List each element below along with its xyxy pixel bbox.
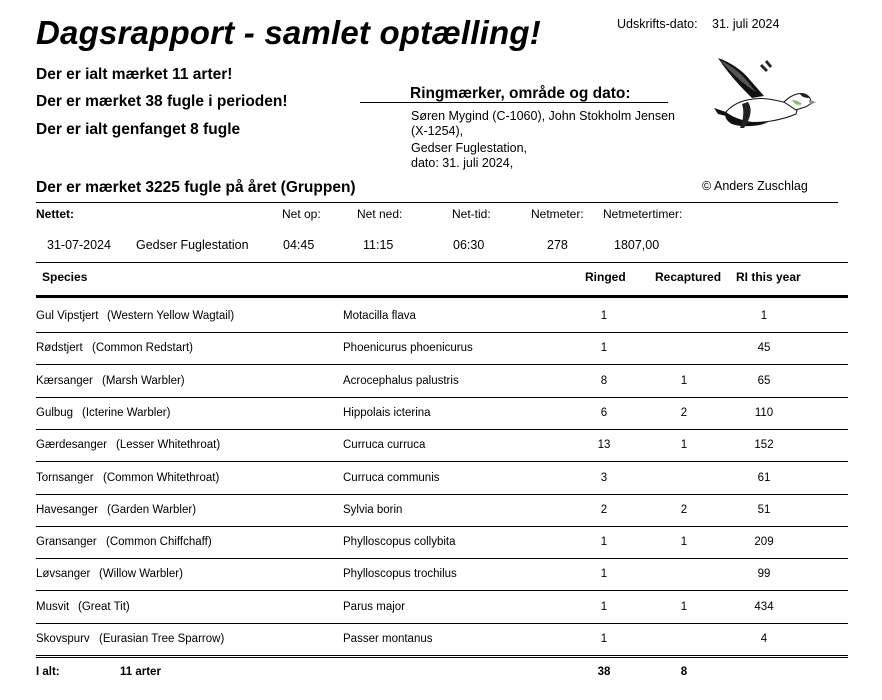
species-english: (Garden Warbler) [107,503,197,516]
recaptured-count: 2 [680,503,688,516]
copyright: © Anders Zuschlag [702,179,808,193]
year-count: 99 [757,568,771,581]
recaptured-count: 1 [680,439,688,452]
species-danish: Kærsanger [36,374,93,387]
table-row [36,333,848,365]
total-label: I alt: [36,666,60,678]
table-row [36,559,848,591]
table-row [36,592,848,624]
ringed-count: 13 [597,439,611,452]
species-danish: Gærdesanger [36,439,107,452]
table-row [36,366,848,398]
netmeter-value: 278 [547,238,568,252]
ringers-line-4: dato: 31. juli 2024, [411,156,514,170]
ringed-count: 8 [600,374,608,387]
species-english: (Great Tit) [78,600,130,613]
year-count: 65 [757,374,771,387]
total-species: 11 arter [120,666,161,678]
species-latin: Passer montanus [343,633,433,645]
netmetertimer-value: 1807,00 [614,238,660,252]
species-danish: Gul Vipstjert [36,310,99,322]
ringed-count: 1 [600,342,608,355]
table-row [36,624,848,656]
col-recaptured: Recaptured [655,270,722,284]
ringed-count: 1 [600,600,608,613]
species-danish: Rødstjert [36,342,83,355]
species-latin: Curruca communis [343,471,440,484]
net-date: 31-07-2024 [47,238,111,252]
year-count: 4 [760,633,768,645]
species-english: (Common Chiffchaff) [106,536,212,549]
ringers-line-2: (X-1254), [411,124,464,138]
net-ned-value: 11:15 [363,238,394,252]
print-date-value: 31. juli 2024 [712,17,780,31]
year-total: Der er mærket 3225 fugle på året (Gruppen) [36,179,356,196]
species-latin: Phylloscopus collybita [343,536,456,549]
species-latin: Phylloscopus trochilus [343,568,457,581]
total-top-rule [36,657,848,658]
species-english: (Common Whitethroat) [103,471,220,484]
net-tid-label: Net-tid: [452,207,491,221]
divider-net-top [36,202,838,203]
summary-birds: Der er mærket 38 fugle i perioden! [36,93,288,110]
year-count: 45 [757,342,771,355]
net-op-label: Net op: [282,207,321,221]
header-rule [36,295,848,298]
species-english: (Marsh Warbler) [102,374,185,387]
species-english: (Eurasian Tree Sparrow) [99,633,225,645]
species-english: (Common Redstart) [92,342,193,355]
ringers-divider [360,102,668,103]
report-title: Dagsrapport - samlet optælling! [36,14,541,51]
species-danish: Havesanger [36,503,99,516]
table-row [36,527,848,559]
net-label: Nettet: [36,207,74,221]
col-ringed: Ringed [585,270,626,284]
species-danish: Gransanger [36,536,97,549]
species-english: (Western Yellow Wagtail) [107,310,235,322]
ringed-count: 1 [600,536,608,549]
table-row [36,301,848,333]
recaptured-count: 1 [680,600,688,613]
year-count: 51 [757,503,771,516]
species-english: (Icterine Warbler) [82,406,171,419]
species-danish: Skovspurv [36,633,90,645]
species-danish: Gulbug [36,406,74,419]
row-divider [36,655,848,656]
table-row [36,495,848,527]
ringed-count: 6 [600,406,608,419]
ringers-line-1: Søren Mygind (C-1060), John Stokholm Jensen [411,109,676,123]
species-latin: Sylvia borin [343,503,403,516]
species-latin: Parus major [343,600,405,613]
divider-net-bottom [36,262,848,263]
table-row [36,430,848,462]
species-danish: Musvit [36,600,70,613]
col-ri-year: RI this year [736,270,801,284]
species-latin: Curruca curruca [343,439,426,452]
ringers-line-3: Gedser Fuglestation, [411,141,528,155]
year-count: 110 [754,406,774,419]
ringers-heading: Ringmærker, område og dato: [410,85,631,102]
year-count: 61 [757,471,771,484]
ringed-count: 1 [600,310,608,322]
species-danish: Løvsanger [36,568,91,581]
ringed-count: 3 [600,471,608,484]
net-tid-value: 06:30 [453,238,485,252]
species-english: (Lesser Whitethroat) [116,439,221,452]
year-count: 1 [760,310,768,322]
species-latin: Acrocephalus palustris [343,374,459,387]
species-danish: Tornsanger [36,471,94,484]
netmeter-label: Netmeter: [531,207,584,221]
net-op-value: 04:45 [283,238,315,252]
species-latin: Motacilla flava [343,310,416,322]
year-count: 209 [754,536,774,549]
recaptured-count: 1 [680,374,688,387]
recaptured-count: 2 [680,406,688,419]
species-latin: Phoenicurus phoenicurus [343,342,473,355]
netmetertimer-label: Netmetertimer: [603,207,683,221]
ringed-count: 2 [600,503,608,516]
year-count: 152 [754,439,774,452]
summary-species: Der er ialt mærket 11 arter! [36,66,233,83]
col-species: Species [42,270,88,284]
eider-duck-icon [712,56,816,130]
print-date-label: Udskrifts-dato: [617,17,698,31]
total-ringed: 38 [597,666,611,678]
table-row [36,398,848,430]
species-latin: Hippolais icterina [343,406,431,419]
table-row [36,463,848,495]
net-location: Gedser Fuglestation [136,238,249,252]
ringed-count: 1 [600,633,608,645]
ringed-count: 1 [600,568,608,581]
summary-recaptured: Der er ialt genfanget 8 fugle [36,121,241,138]
recaptured-count: 1 [680,536,688,549]
net-ned-label: Net ned: [357,207,403,221]
total-row [36,657,848,687]
year-count: 434 [754,600,774,613]
species-english: (Willow Warbler) [99,568,183,581]
total-recaptured: 8 [680,666,688,678]
